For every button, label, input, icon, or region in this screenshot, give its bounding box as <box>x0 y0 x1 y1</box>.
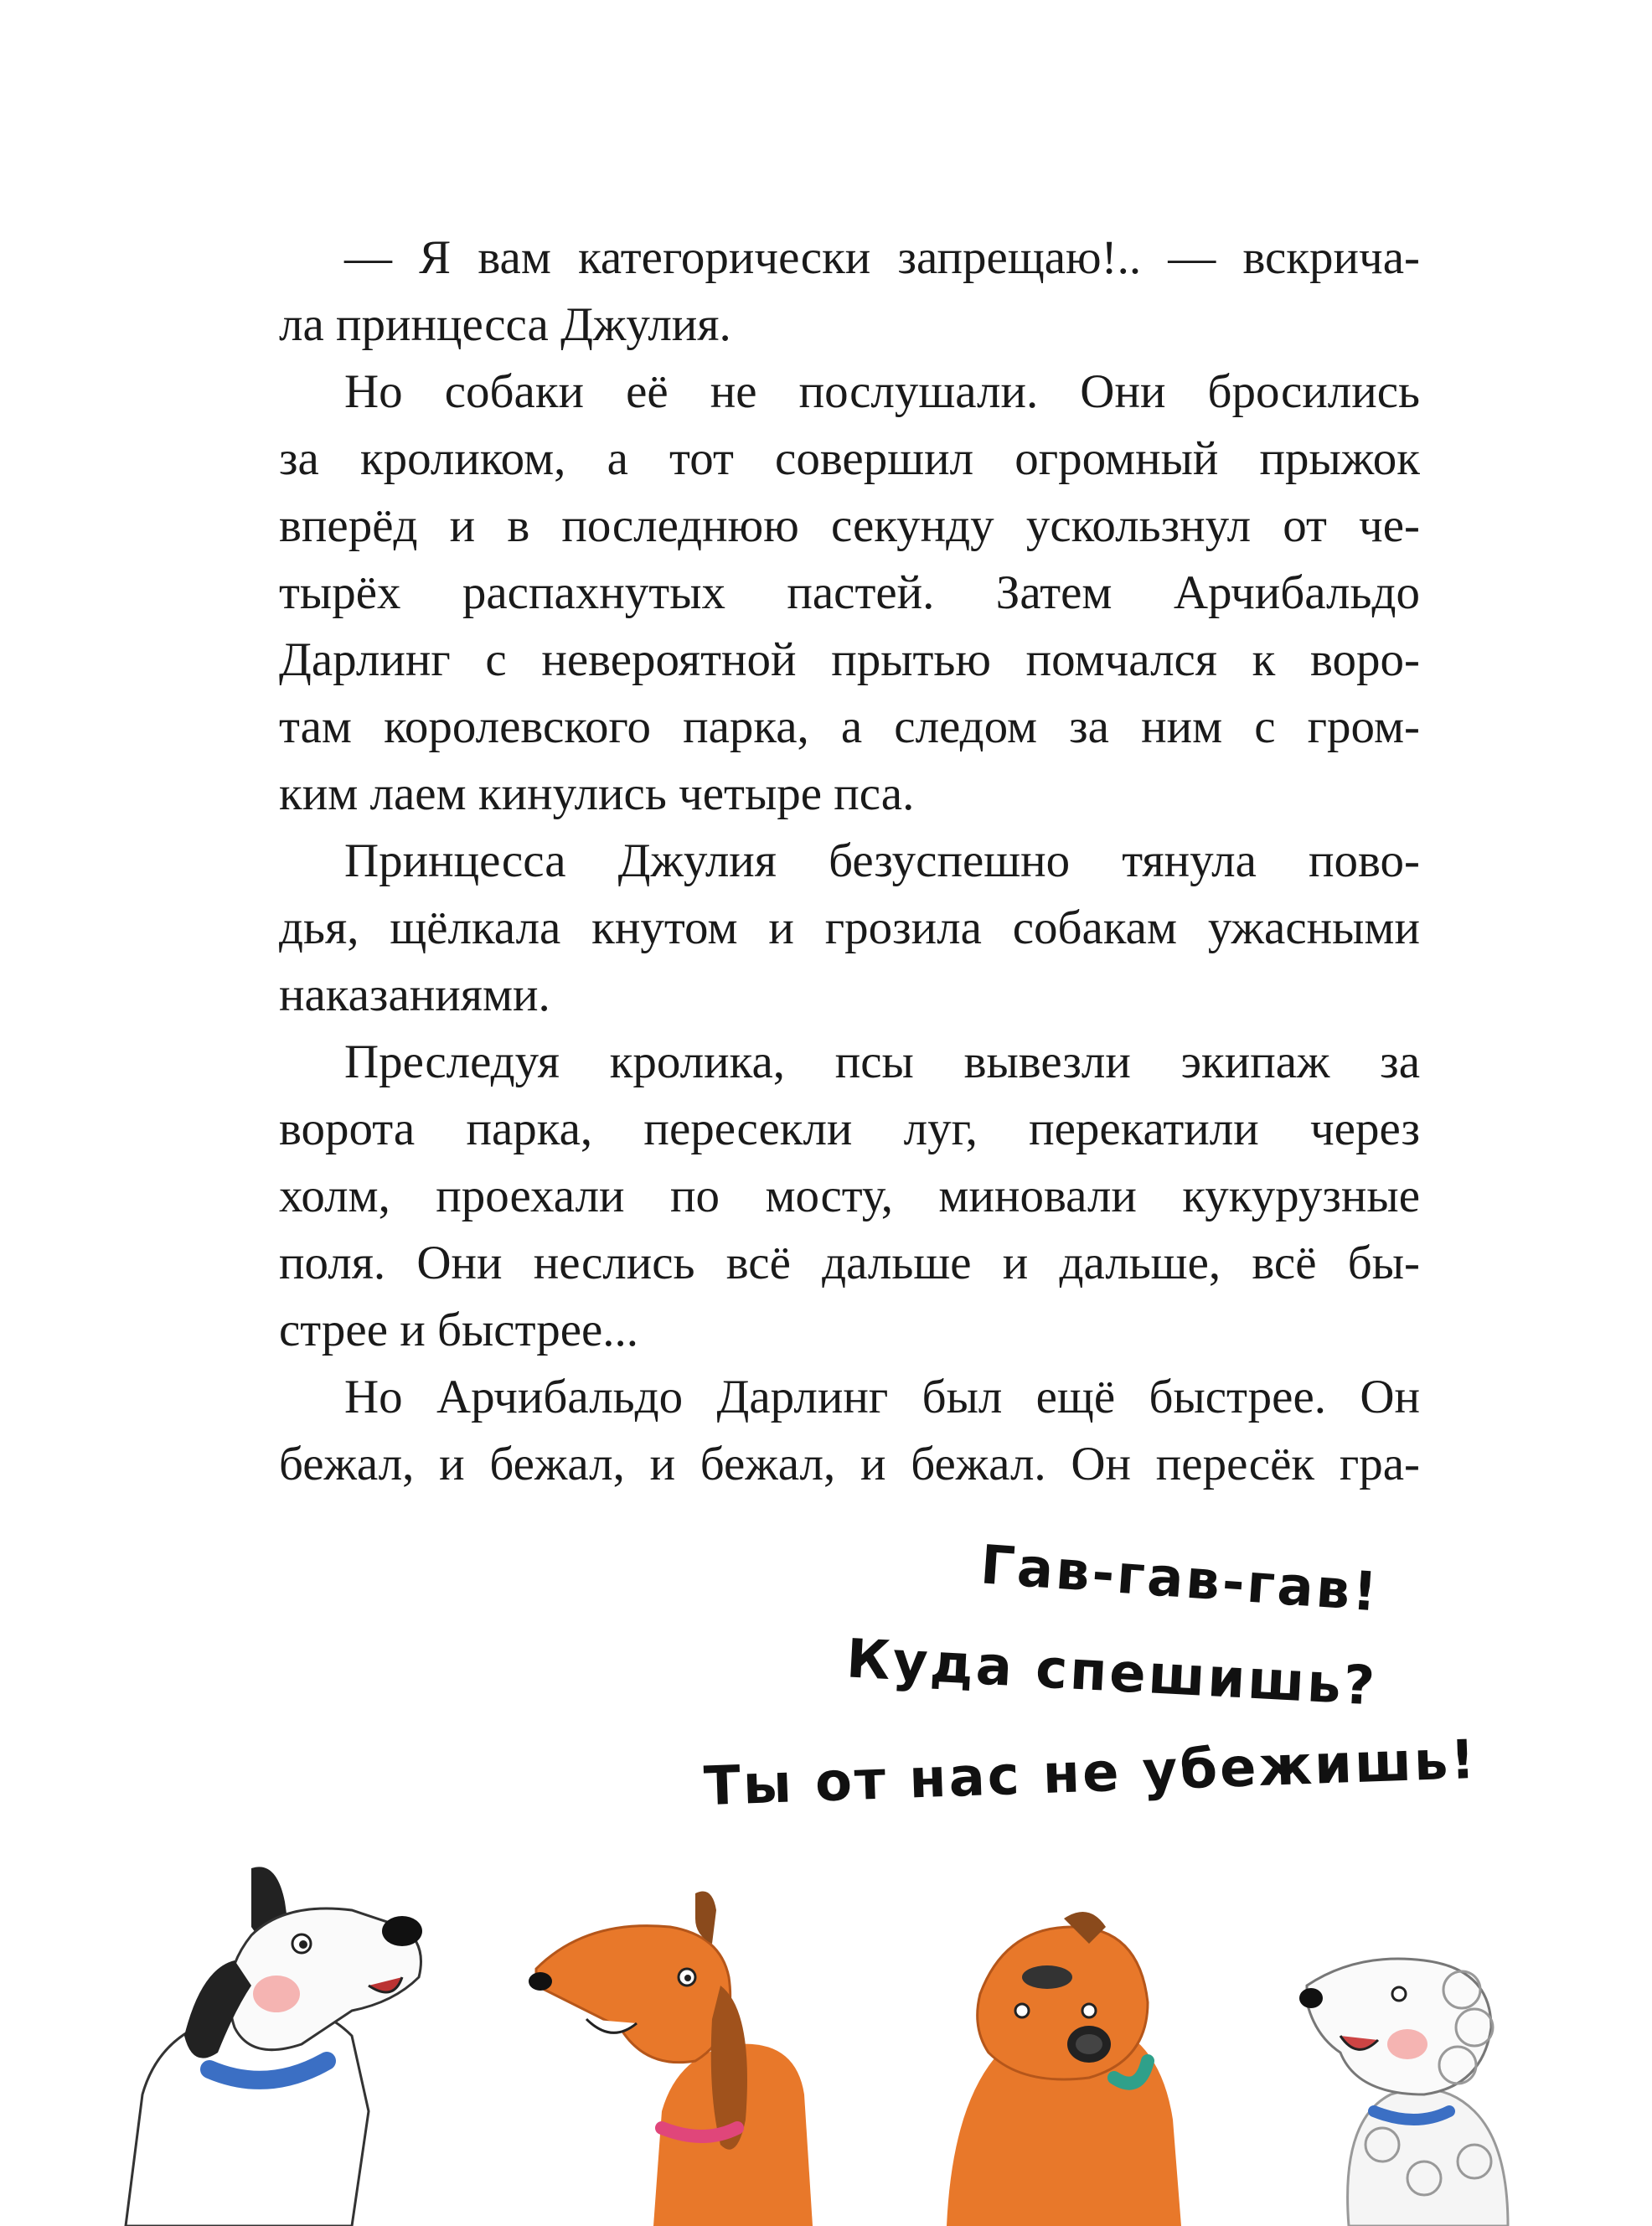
text-line: стрее и быстрее... <box>279 1304 639 1356</box>
text-line: тырёх распахнутых пастей. Затем Арчибальдо <box>279 566 1420 619</box>
text-line: бежал, и бежал, и бежал, и бежал. Он пересёк гра- <box>279 1438 1420 1490</box>
text-line: ворота парка, пересекли луг, перекатили через <box>279 1103 1420 1155</box>
speech-line-2: Куда спешишь? <box>844 1628 1379 1718</box>
text-line: дья, щёлкала кнутом и грозила собакам ужасными <box>279 901 1420 954</box>
text-line: наказаниями. <box>279 968 550 1021</box>
text-line: холм, проехали по мосту, миновали кукурузные <box>279 1170 1420 1222</box>
text-line: за кроликом, а тот совершил огромный прыжок <box>279 432 1420 485</box>
text-line: Дарлинг с невероятной прытью помчался к воро- <box>279 633 1420 686</box>
bulldog-illustration <box>947 1912 1181 2226</box>
poodle-illustration <box>1299 1959 1508 2226</box>
text-line: ким лаем кинулись четыре пса. <box>279 767 915 820</box>
text-line: вперёд и в последнюю секунду ускользнул от че- <box>279 499 1420 552</box>
text-line: Но Арчибальдо Дарлинг был ещё быстрее. Он <box>344 1371 1420 1423</box>
text-line: там королевского парка, а следом за ним с гром- <box>279 700 1420 753</box>
text-line: Преследуя кролика, псы вывезли экипаж за <box>344 1036 1420 1088</box>
text-line: ла принцесса Джулия. <box>279 298 731 351</box>
text-line: поля. Они неслись всё дальше и дальше, всё бы- <box>279 1237 1420 1289</box>
text-line: Принцесса Джулия безуспешно тянула пово- <box>344 834 1420 887</box>
spotted-dog-illustration <box>126 1867 422 2226</box>
dogs-illustration <box>0 1843 1652 2226</box>
speech-line-3: Ты от нас не убежишь! <box>702 1728 1479 1819</box>
speech-line-1: Гав-гав-гав! <box>978 1534 1382 1624</box>
text-line: — Я вам категорически запрещаю!.. — вскрича- <box>344 231 1420 284</box>
text-line: Но собаки её не послушали. Они бросились <box>344 365 1420 418</box>
dachshund-illustration <box>529 1892 813 2226</box>
